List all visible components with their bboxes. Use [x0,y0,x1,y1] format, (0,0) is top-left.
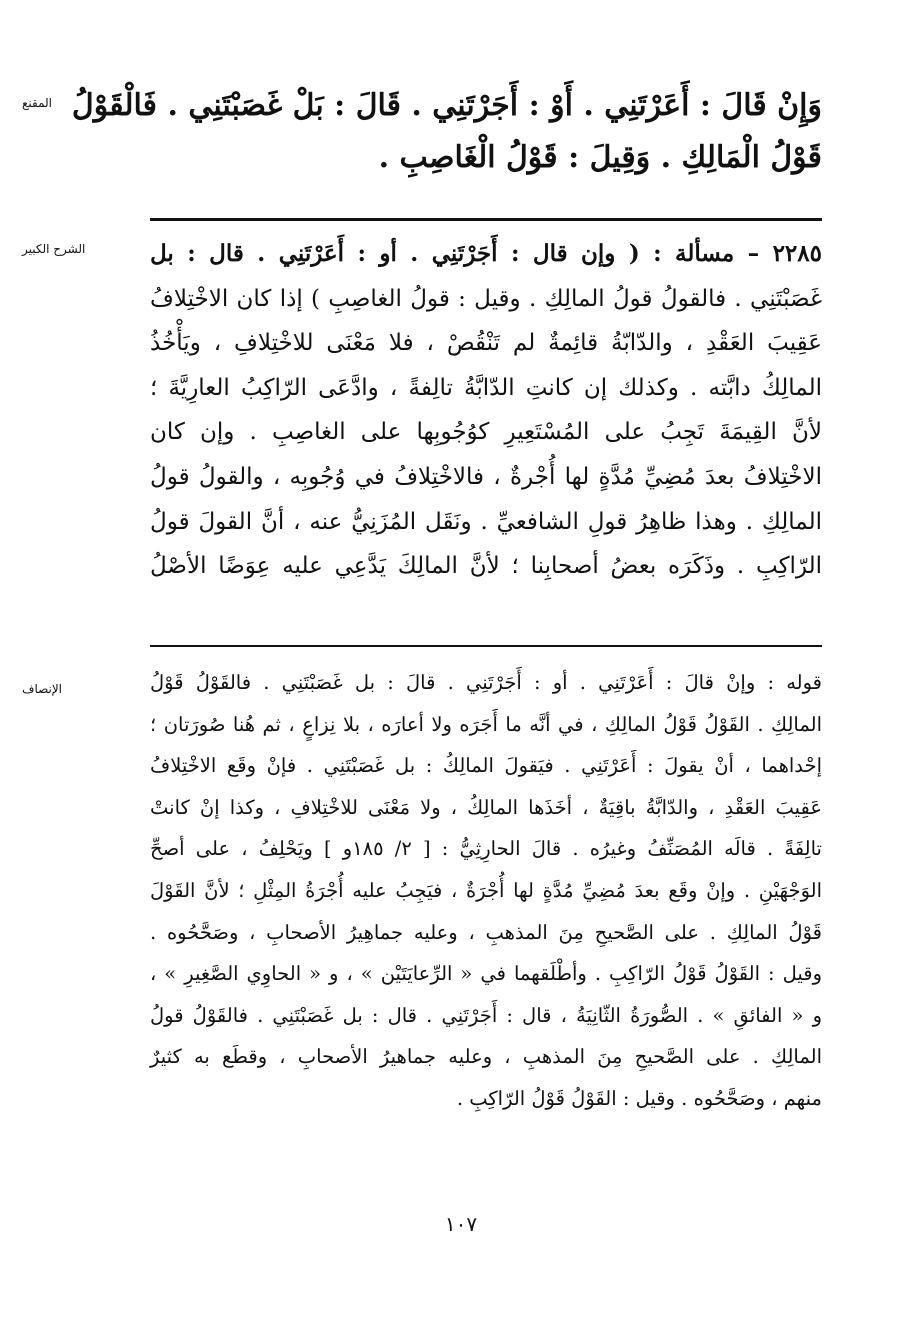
insaf-text-block [150,662,822,1120]
insaf-line: المالِكِ . القَوْلُ قَوْلُ المالِكِ ، في أنَّه ما أَجَرَه ولا أعارَه ، بلا نِزاعٍ ، ثم هُنا صُورَتان ؛ [150,712,822,736]
muqni-text-block [71,80,822,184]
muqni-line: وَإِنْ قَالَ : أَعَرْتَنِي . أَوْ : أَجَرْتَنِي . قَالَ : بَلْ غَصَبْتَنِي . فَالْقَوْلُ [71,88,822,123]
sharh-line: غَصَبْتَنِي . فالقولُ قولُ المالِكِ . وقيل : قولُ الغاصِبِ ) إذا كان الاخْتِلافُ [150,285,822,312]
sharh-line: لأنَّ القِيمَةَ تَجِبُ على المُسْتَعِيرِ كوُجُوبِها على الغاصِبِ . وإن كان [150,419,822,446]
sharh-line: عَقِيبَ العَقْدِ ، والدّابّةُ قائِمةٌ لم تَنْقُصْ ، فلا مَعْنَى للاخْتِلافِ ، ويَأْخُذُ [150,330,822,357]
insaf-line: إحْداهما ، أنْ يقولَ : أَعَرْتَنِي . فيَقولَ المالِكُ : بل غَصَبْتَنِي . فإنْ وقَع الاخْتِلافُ [150,754,822,778]
insaf-line: تالِفَةً . قالَه المُصَنِّفُ وغيرُه . قالَ الحارِثِيُّ : [ ٢/ ١٨٥و ] ويَحْلِفُ ، على أصحِّ [150,837,822,861]
insaf-line: قَوْلُ المالِكِ . على الصَّحيحِ مِنَ المذهبِ ، وعليه جماهِيرُ الأصحابِ ، وصَحَّحُوه . [150,920,822,944]
insaf-line: قوله : وإنْ قالَ : أَعَرْتَنِي . أو : أَجَرْتَنِي . قالَ : بل غَصَبْتَنِي . فالقَوْلُ قَوْلُ [150,671,822,694]
sharh-text-block [150,232,822,589]
insaf-line: المالِكِ . على الصَّحيحِ مِنَ المذهبِ ، وعليه جماهيرُ الأصحابِ ، وقطَع به كثيرٌ [150,1045,822,1069]
sharh-line: ٢٢٨٥ – مسألة : ( وإن قال : أَجَرْتَنِي . أو : أَعَرْتَنِي . قال : بل [150,240,822,267]
section-divider [150,645,822,647]
label-muqni: المقنع [22,96,53,110]
page-number: ١٠٧ [444,1212,478,1236]
label-insaf: الإنصاف [22,682,63,696]
sharh-line: الاخْتِلافُ بعدَ مُضِيِّ مُدَّةٍ لها أُجْرةٌ ، فالاخْتِلافُ في وُجُوبِه ، والقولُ قولُ [150,463,822,490]
sharh-line: الرّاكِبِ . وذَكَرَه بعضُ أصحابِنا ؛ لأنَّ المالِكَ يَدَّعِي عليه عِوَضًا الأصْلُ [150,553,822,580]
sharh-line: المالِكِ . وهذا ظاهِرُ قولِ الشافعيِّ . ونَقَل المُزَنِيُّ عنه ، أنَّ القولَ قولُ [150,508,822,535]
insaf-line: وقيل : القَوْلُ قَوْلُ الرّاكِبِ . وأطْلَقهما في « الرِّعايَتَيْن » ، و « الحاوِي الصَّغِيرِ » ، [150,962,822,986]
label-sharh: الشرح الكبير [22,242,86,256]
insaf-line: عَقِيبَ العَقْدِ ، والدّابَّةُ باقِيَةٌ ، أخَذَها المالِكُ ، ولا مَعْنَى للاخْتِلافِ ، وكذا إنْ كانتْ [150,795,822,819]
section-divider [150,218,822,221]
insaf-line: و « الفائقِ » . الصُّورَةُ الثّانِيَةُ ، قال : أَجَرْتَنِي . قال : بل غَصَبْتَنِي . فالقَوْلُ قولُ [150,1003,822,1027]
insaf-line: منهم ، وصَحَّحُوه . وقيل : القَوْلُ قَوْلُ الرّاكِبِ . [456,1086,822,1110]
muqni-line: قَوْلُ الْمَالِكِ . وَقِيلَ : قَوْلُ الْغَاصِبِ . [378,140,822,175]
sharh-line: المالِكُ دابَّته . وكذلك إن كانتِ الدّابَّةُ تالِفةً ، وادَّعَى الرّاكِبُ العارِيَّةَ ؛ [150,374,822,401]
insaf-line: الوَجْهَيْنِ . وإنْ وقَع بعدَ مُضِيِّ مُدَّةٍ لها أُجْرَةٌ ، فيَجِبُ عليه أُجْرَةُ المِثْلِ ؛ لأنَّ القَوْلَ [150,878,822,902]
